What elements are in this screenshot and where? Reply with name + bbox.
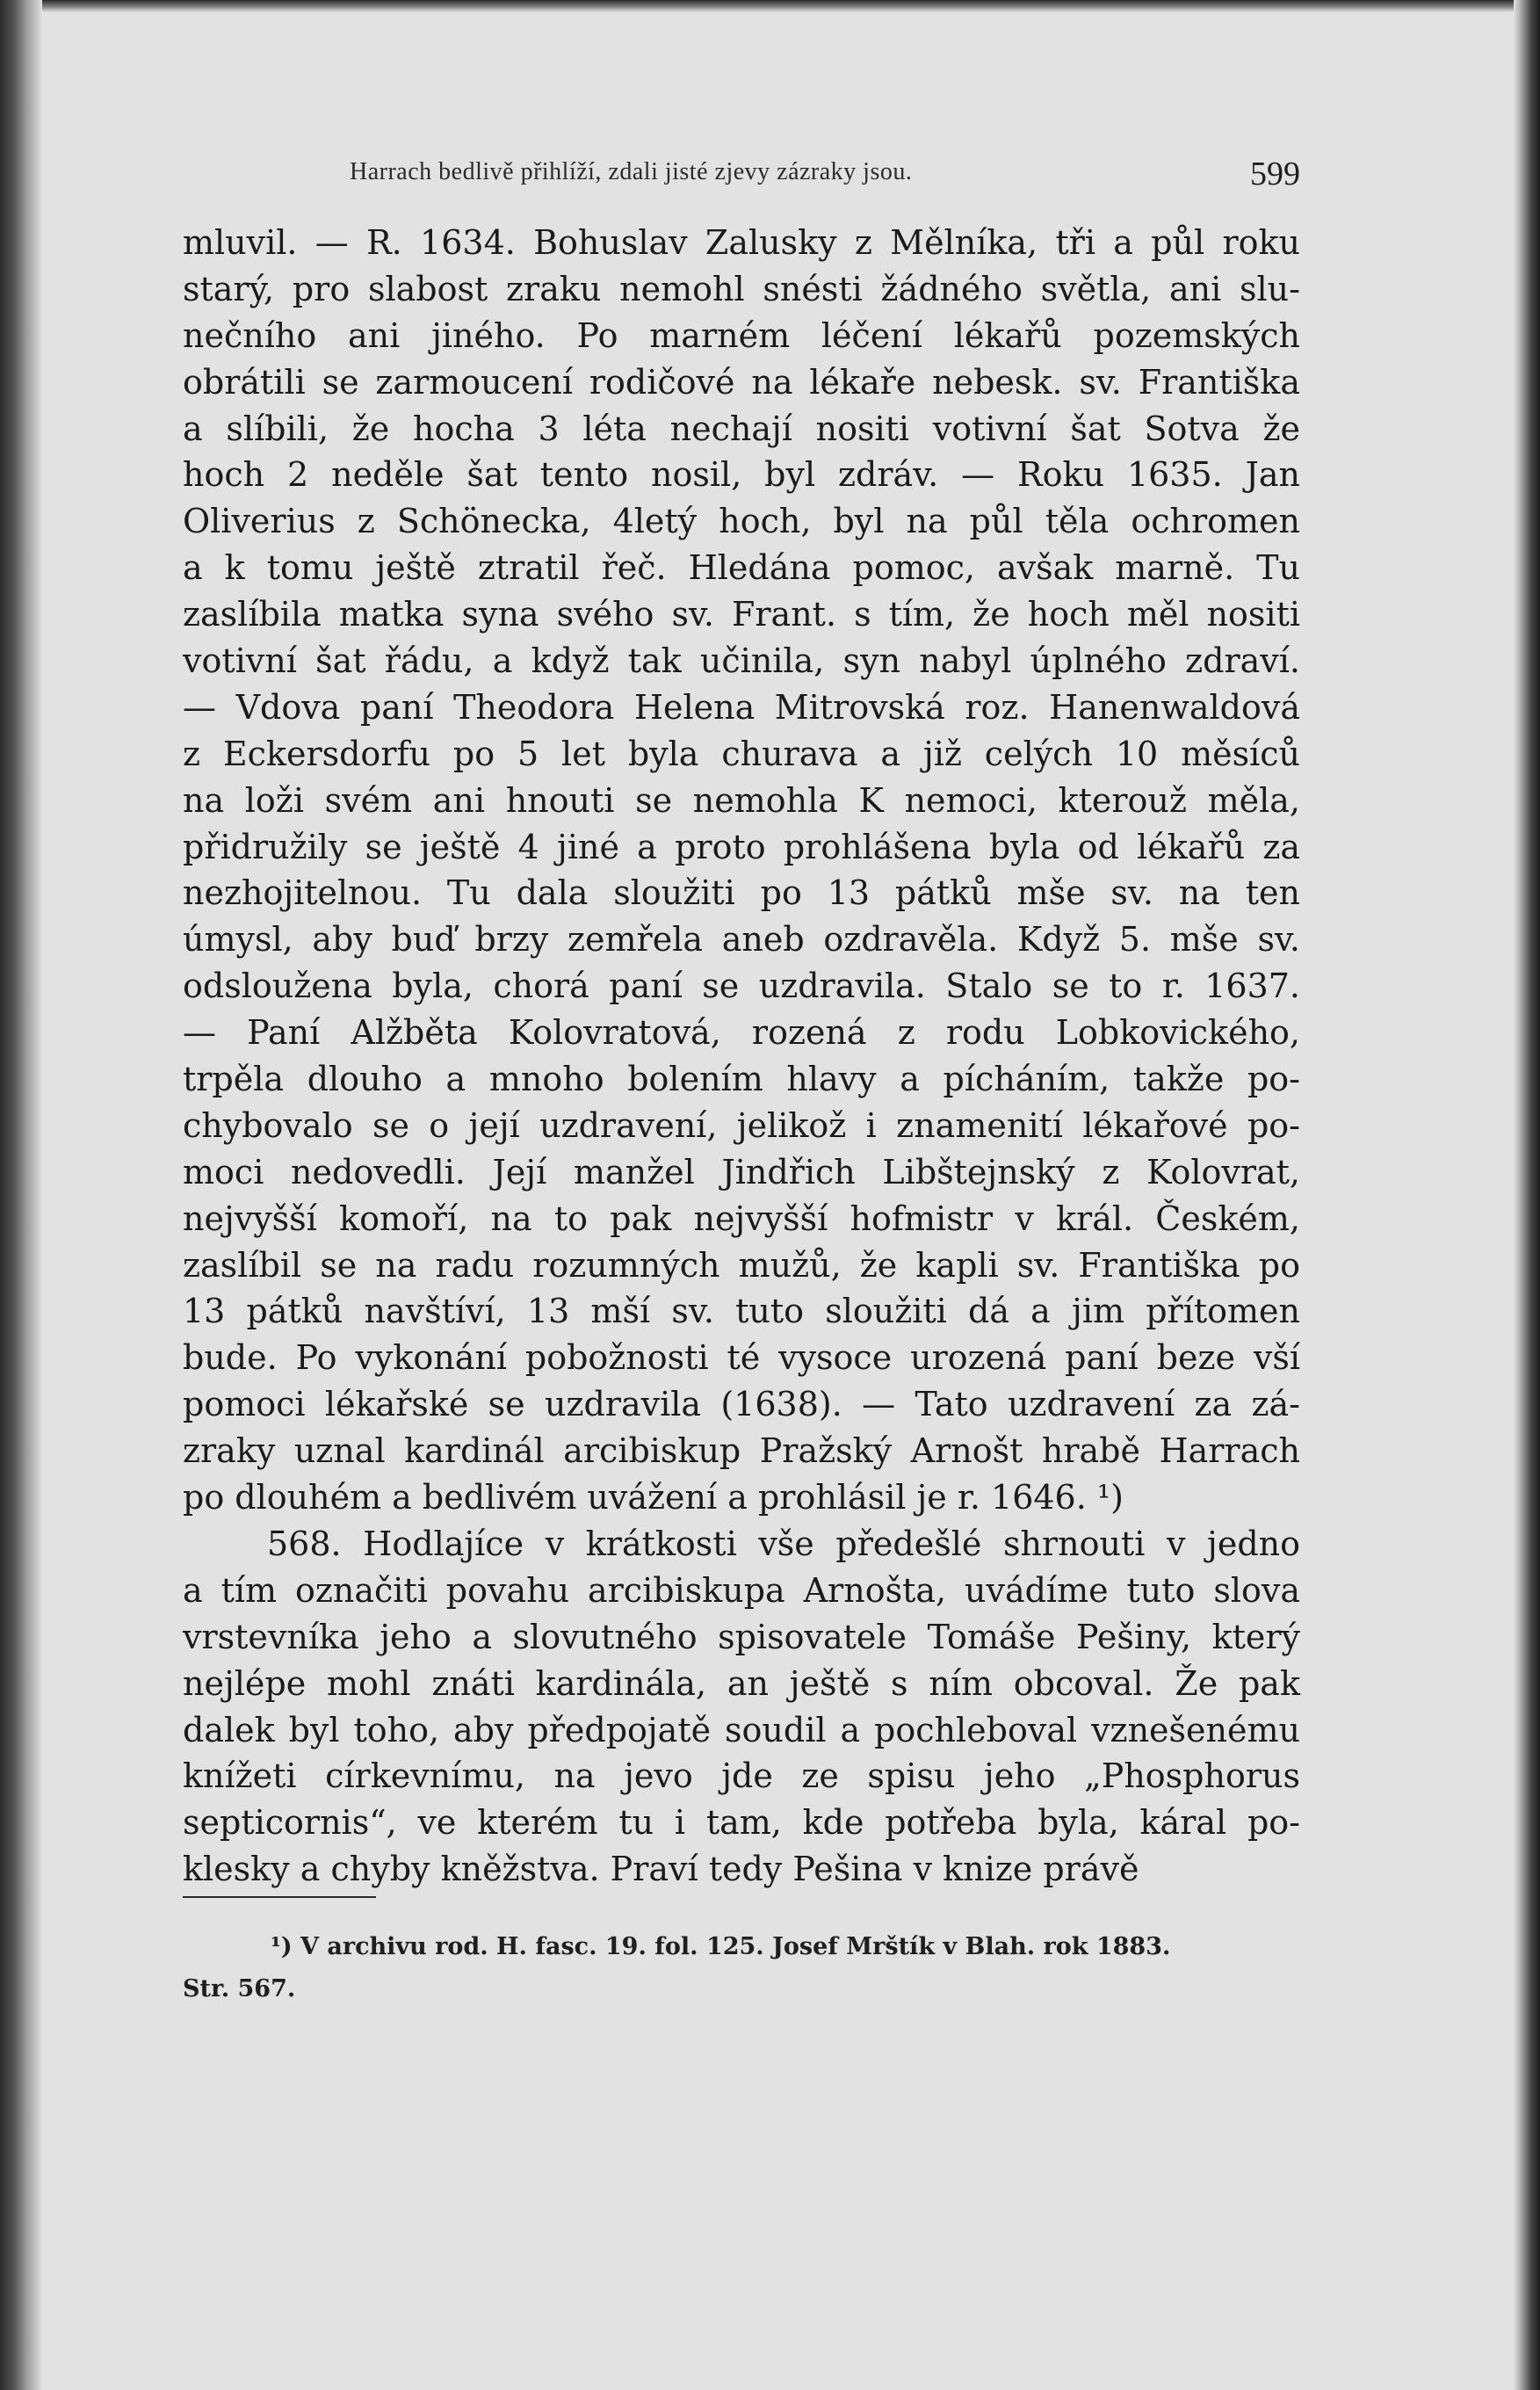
text-line: nezhojitelnou. Tu dala sloužiti po 13 pátků mše sv. na ten: [183, 873, 1300, 913]
text-line: na loži svém ani hnouti se nemohla K nemoci, kterouž měla,: [183, 780, 1300, 820]
text-line: a k tomu ještě ztratil řeč. Hledána pomoc, avšak marně. Tu: [183, 548, 1300, 588]
text-line: po dlouhém a bedlivém uvážení a prohlásil je r. 1646. ¹): [183, 1478, 1124, 1517]
page-number: 599: [1250, 156, 1300, 192]
footnote-line: Str. 567.: [183, 1975, 296, 2003]
footnote-divider: [183, 1896, 376, 1898]
text-line: dalek byl toho, aby předpojatě soudil a pochleboval vznešenému: [183, 1710, 1300, 1749]
scan-right-edge: [1514, 0, 1540, 2390]
page-header: [183, 158, 1300, 197]
text-line: trpěla dlouho a mnoho bolením hlavy a pícháním, takže po-: [183, 1060, 1300, 1099]
text-line: 13 pátků navštíví, 13 mší sv. tuto sloužiti dá a jim přítomen: [183, 1292, 1300, 1331]
text-line: mluvil. — R. 1634. Bohuslav Zalusky z Mělníka, tři a půl roku: [183, 223, 1300, 262]
text-line: votivní šat řádu, a když tak učinila, syn nabyl úplného zdraví.: [183, 641, 1300, 681]
scan-left-edge: [0, 0, 42, 2390]
text-line: zaslíbila matka syna svého sv. Frant. s tím, že hoch měl nositi: [183, 595, 1300, 634]
text-line: chybovalo se o její uzdravení, jelikož i znamenití lékařové po-: [183, 1105, 1300, 1145]
text-line: septicornis“, ve kterém tu i tam, kde potřeba byla, káral po-: [183, 1803, 1300, 1843]
text-line: starý, pro slabost zraku nemohl snésti žádného světla, ani slu-: [183, 269, 1300, 308]
footnote-line: ¹) V archivu rod. H. fasc. 19. fol. 125. Josef Mrštík v Blah. rok 1883.: [271, 1933, 1171, 1960]
running-head: Harrach bedlivě přihlíží, zdali jisté zjevy zázraky jsou.: [350, 158, 913, 185]
text-line: moci nedovedli. Její manžel Jindřich Libštejnský z Kolovrat,: [183, 1152, 1300, 1191]
text-line: pomoci lékařské se uzdravila (1638). — Tato uzdravení za zá-: [183, 1385, 1300, 1424]
text-line: vrstevníka jeho a slovutného spisovatele Tomáše Pešiny, který: [183, 1617, 1300, 1656]
text-line: a slíbili, že hocha 3 léta nechají nositi votivní šat Sotva že: [183, 409, 1300, 448]
text-line: zaslíbil se na radu rozumných mužů, že kapli sv. Františka po: [183, 1245, 1300, 1285]
text-line: bude. Po vykonání pobožnosti té vysoce urozená paní beze vší: [183, 1338, 1300, 1378]
text-line: klesky a chyby kněžstva. Praví tedy Pešina v knize právě: [183, 1850, 1139, 1889]
text-line: hoch 2 neděle šat tento nosil, byl zdráv. — Roku 1635. Jan: [183, 455, 1300, 495]
text-line: přidružily se ještě 4 jiné a proto prohlášena byla od lékařů za: [183, 827, 1300, 866]
text-line: — Paní Alžběta Kolovratová, rozená z rodu Lobkovického,: [183, 1013, 1300, 1053]
text-line: zraky uznal kardinál arcibiskup Pražský Arnošt hrabě Harrach: [183, 1431, 1300, 1471]
text-line: z Eckersdorfu po 5 let byla churava a již celých 10 měsíců: [183, 734, 1300, 773]
text-line: knížeti církevnímu, na jevo jde ze spisu jeho „Phosphorus: [183, 1756, 1300, 1796]
body-text: [183, 220, 1300, 1893]
text-line: — Vdova paní Theodora Helena Mitrovská roz. Hanenwaldová: [183, 687, 1300, 727]
text-line: obrátili se zarmoucení rodičové na lékaře nebesk. sv. Františka: [183, 362, 1300, 402]
text-line: odsloužena byla, chorá paní se uzdravila. Stalo se to r. 1637.: [183, 967, 1300, 1006]
text-line: nejlépe mohl znáti kardinála, an ještě s ním obcoval. Že pak: [183, 1663, 1300, 1703]
footnotes: [183, 1926, 1300, 2010]
text-line: nejvyšší komoří, na to pak nejvyšší hofmistr v král. Českém,: [183, 1199, 1300, 1238]
text-line: 568. Hodlajíce v krátkosti vše předešlé shrnouti v jedno: [267, 1524, 1300, 1563]
text-line: Oliverius z Schönecka, 4letý hoch, byl na půl těla ochromen: [183, 502, 1300, 541]
text-line: úmysl, aby buď brzy zemřela aneb ozdravěla. Když 5. mše sv.: [183, 920, 1300, 960]
text-line: nečního ani jiného. Po marném léčení lékařů pozemských: [183, 315, 1300, 355]
text-line: a tím označiti povahu arcibiskupa Arnošta, uvádíme tuto slova: [183, 1570, 1300, 1610]
scan-top-edge: [0, 0, 1540, 12]
